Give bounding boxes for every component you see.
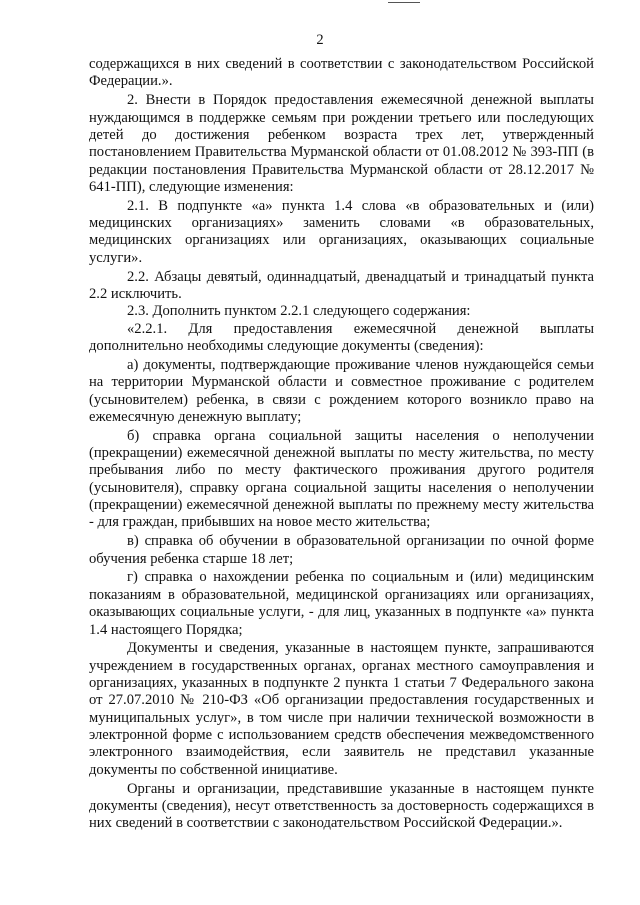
paragraph-documents-request: Документы и сведения, указанные в настоящем пункте, запрашиваются учреждением в государственных органах, органах местного самоуправления и организациях, указанных в подпункте 2 пункта 1 статьи 7 Федерального закона от 27.07.2010 № 210-ФЗ «Об организации предоставления государственных и муниципальных услуг», в том числе при наличии технической возможности в электронной форме с использованием средств обеспечения межведомственного электронного взаимодействия, если заявитель не представил указанные документы по собственной инициативе. [89,640,594,778]
document-body [89,56,594,833]
paragraph-item-2-1: 2.1. В подпункте «а» пункта 1.4 слова «в образовательных и (или) медицинских организациях» заменить словами «в образовательных, медицинских организациях или организациях, оказывающих социальные услуги». [89,197,594,266]
paragraph-item-2-2: 2.2. Абзацы девятый, одиннадцатый, двенадцатый и тринадцатый пункта 2.2 исключить. [89,268,594,302]
paragraph-subitem-v: в) справка об обучении в образовательной организации по очной форме обучения ребенка старше 18 лет; [89,533,594,567]
paragraph-continuation: содержащихся в них сведений в соответствии с законодательством Российской Федерации.». [89,56,594,90]
paragraph-responsibility: Органы и организации, представившие указанные в настоящем пункте документы (сведения), несут ответственность за достоверность содержащихся в них сведений в соответствии с законодательством Российской Федерации.». [89,780,594,832]
paragraph-subitem-a: а) документы, подтверждающие проживание членов нуждающейся семьи на территории Мурманской области и совместное проживание с родителем (усыновителем) ребенка, в связи с рождением которого возникло право на ежемесячную денежную выплату; [89,356,594,425]
paragraph-subitem-g: г) справка о нахождении ребенка по социальным и (или) медицинским показаниям в образовательной, медицинской организациях или организациях, оказывающих социальные услуги, - для лиц, указанных в подпункте «а» пункта 1.4 настоящего Порядка; [89,569,594,638]
paragraph-item-2-3: 2.3. Дополнить пунктом 2.2.1 следующего содержания: [127,303,471,320]
page-number: 2 [316,32,324,48]
paragraph-item-2: 2. Внести в Порядок предоставления ежемесячной денежной выплаты нуждающимся в поддержке семьям при рождении третьего или последующих детей до достижения ребенком возраста трех лет, утвержденный постановлением Правительства Мурманской области от 01.08.2012 № 393-ПП (в редакции постановления Правительства Мурманской области от 28.12.2017 № 641-ПП), следующие изменения: [89,92,594,195]
top-rule [388,2,420,3]
paragraph-item-2-2-1: «2.2.1. Для предоставления ежемесячной денежной выплаты дополнительно необходимы следующие документы (сведения): [89,320,594,354]
paragraph-subitem-b: б) справка органа социальной защиты населения о неполучении (прекращении) ежемесячной денежной выплаты по месту жительства, по месту пребывания либо по месту фактического проживания другого родителя (усыновителя), справку органа социальной защиты населения о неполучении (прекращении) ежемесячной денежной выплаты по прежнему месту жительства - для граждан, прибывших на новое место жительства; [89,427,594,531]
